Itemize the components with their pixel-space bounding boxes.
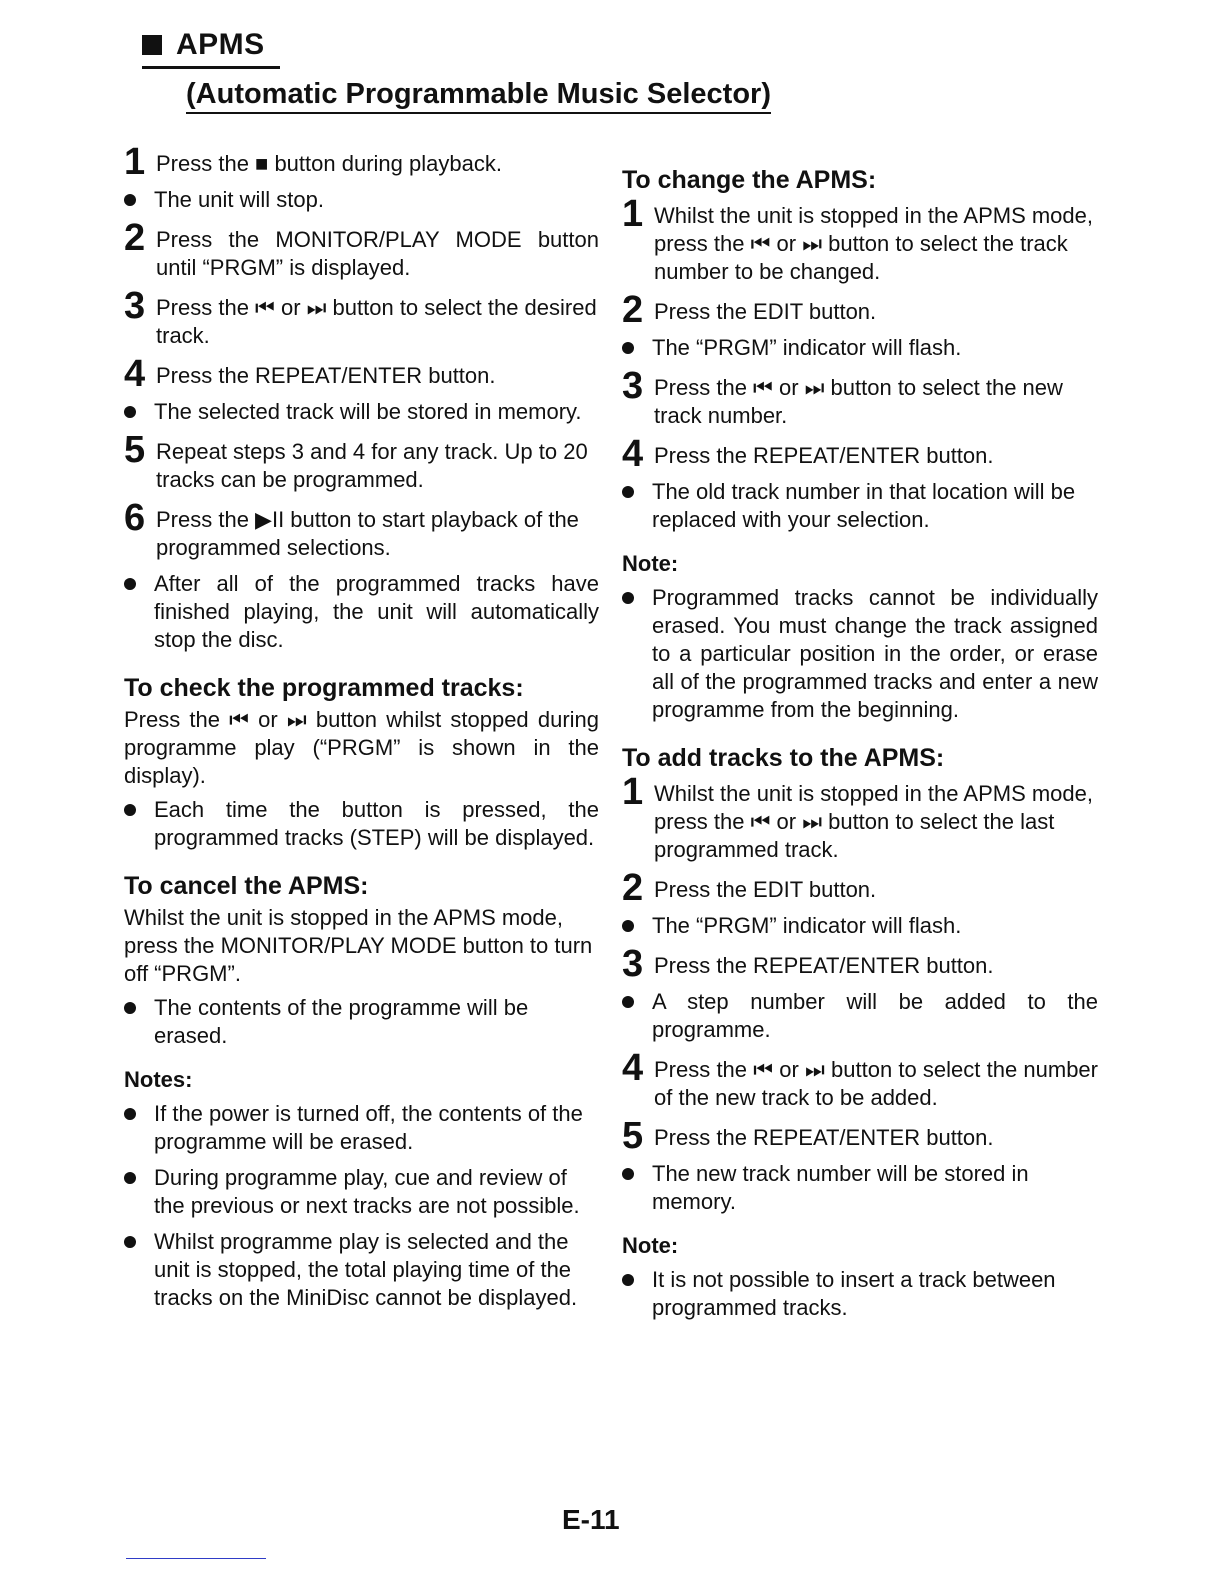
step-item (124, 141, 599, 183)
section-paragraph: Press the ⏮ or ⏭ button whilst stopped during programme play (“PRGM” is shown in the display). (124, 707, 599, 788)
note-item (124, 1164, 599, 1220)
step-item (124, 353, 599, 395)
bullet-dot-icon (622, 996, 634, 1008)
bullet-dot-icon (622, 1274, 634, 1286)
section-heading: To add tracks to the APMS: (622, 744, 945, 772)
note-text: If the power is turned off, the contents of the programme will be erased. (154, 1101, 583, 1154)
note-item (622, 1266, 1098, 1322)
step-text: Press the REPEAT/ENTER button. (654, 1125, 994, 1150)
step-number: 2 (622, 289, 644, 331)
note-text: Programmed tracks cannot be individually erased. You must change the track assigned to a particular position in the order, or erase all of the programmed tracks and enter a new programme from the beginning. (652, 585, 1098, 722)
bullet-dot-icon (124, 1108, 136, 1120)
bullet-text: The new track number will be stored in memory. (652, 1161, 1029, 1214)
step-text: Press the ■ button during playback. (156, 151, 502, 176)
bullet-item (622, 988, 1098, 1044)
note-text: During programme play, cue and review of the previous or next tracks are not possible. (154, 1165, 580, 1218)
step-number: 4 (622, 433, 644, 475)
bullet-text: The contents of the programme will be erased. (154, 995, 529, 1048)
bullet-dot-icon (622, 592, 634, 604)
step-number: 4 (124, 353, 146, 395)
left-column (124, 141, 599, 1320)
bullet-dot-icon (622, 1168, 634, 1180)
bullet-dot-icon (622, 486, 634, 498)
notes-heading: Notes: (124, 1067, 193, 1092)
bullet-dot-icon (124, 1172, 136, 1184)
note-text: It is not possible to insert a track between programmed tracks. (652, 1267, 1056, 1320)
step-number: 2 (622, 867, 644, 909)
bullet-text: A step number will be added to the programme. (652, 989, 1098, 1042)
bullet-text: The “PRGM” indicator will flash. (652, 913, 962, 938)
note-item (124, 1228, 599, 1312)
step-item (622, 433, 1098, 475)
step-text: Press the ⏮ or ⏭ button to select the number of the new track to be added. (654, 1057, 1098, 1110)
bullet-dot-icon (124, 1002, 136, 1014)
step-text: Whilst the unit is stopped in the APMS mode, press the ⏮ or ⏭ button to select the track number to be changed. (654, 203, 1094, 284)
step-text: Press the EDIT button. (654, 877, 877, 902)
step-number: 1 (622, 771, 644, 813)
bullet-text: The “PRGM” indicator will flash. (652, 335, 962, 360)
section-heading: To check the programmed tracks: (124, 674, 524, 702)
bullet-dot-icon (124, 804, 136, 816)
square-bullet-icon (142, 35, 162, 55)
step-number: 2 (124, 217, 146, 259)
bullet-item (124, 570, 599, 654)
step-item (124, 497, 599, 562)
section-heading: To change the APMS: (622, 166, 877, 194)
step-item (124, 217, 599, 282)
step-item (622, 943, 1098, 985)
step-text: Press the REPEAT/ENTER button. (654, 953, 994, 978)
page-title-row (142, 28, 265, 62)
step-text: Press the ▶II button to start playback of the programmed selections. (156, 507, 579, 560)
bullet-text: The selected track will be stored in memory. (154, 399, 582, 424)
note-item (124, 1100, 599, 1156)
step-number: 5 (124, 429, 146, 471)
bullet-dot-icon (124, 406, 136, 418)
step-item (622, 289, 1098, 331)
bullet-item (622, 1160, 1098, 1216)
step-number: 3 (622, 365, 644, 407)
note-heading: Note: (622, 1233, 679, 1258)
bullet-dot-icon (124, 578, 136, 590)
title-underline (142, 66, 280, 69)
step-item (622, 365, 1098, 430)
step-number: 6 (124, 497, 146, 539)
step-number: 4 (622, 1047, 644, 1089)
step-text: Press the REPEAT/ENTER button. (654, 443, 994, 468)
step-number: 1 (622, 193, 644, 235)
bullet-dot-icon (124, 194, 136, 206)
step-text: Press the ⏮ or ⏭ button to select the new track number. (654, 375, 1063, 428)
bullet-text: After all of the programmed tracks have finished playing, the unit will automatically stop the disc. (154, 571, 599, 652)
bullet-item (124, 994, 599, 1050)
step-number: 1 (124, 141, 146, 183)
step-text: Press the EDIT button. (654, 299, 877, 324)
note-text: Whilst programme play is selected and the unit is stopped, the total playing time of the tracks on the MiniDisc cannot be displayed. (154, 1229, 578, 1310)
note-item (622, 584, 1098, 724)
step-number: 3 (124, 285, 146, 327)
step-text: Press the REPEAT/ENTER button. (156, 363, 496, 388)
section-paragraph: Whilst the unit is stopped in the APMS mode, press the MONITOR/PLAY MODE button to turn off “PRGM”. (124, 905, 593, 986)
step-item (622, 771, 1098, 864)
bullet-item (124, 186, 599, 214)
step-text: Press the ⏮ or ⏭ button to select the desired track. (156, 295, 597, 348)
right-column (622, 166, 1098, 1330)
section-heading: To cancel the APMS: (124, 872, 369, 900)
step-item (622, 867, 1098, 909)
bullet-item (622, 912, 1098, 940)
bullet-dot-icon (622, 342, 634, 354)
step-item (622, 193, 1098, 286)
step-item (622, 1115, 1098, 1157)
step-text: Repeat steps 3 and 4 for any track. Up to 20 tracks can be programmed. (156, 439, 588, 492)
page-number: E-11 (562, 1504, 620, 1535)
bullet-item (622, 334, 1098, 362)
bullet-item (124, 398, 599, 426)
step-number: 3 (622, 943, 644, 985)
note-heading: Note: (622, 551, 679, 576)
step-text: Whilst the unit is stopped in the APMS mode, press the ⏮ or ⏭ button to select the last programmed track. (654, 781, 1094, 862)
step-item (124, 285, 599, 350)
page-subtitle: (Automatic Programmable Music Selector) (186, 78, 771, 114)
step-number: 5 (622, 1115, 644, 1157)
bullet-text: The old track number in that location will be replaced with your selection. (652, 479, 1076, 532)
step-text: Press the MONITOR/PLAY MODE button until “PRGM” is displayed. (156, 227, 599, 280)
bullet-dot-icon (124, 1236, 136, 1248)
page-title: APMS (176, 28, 265, 61)
footer-divider (126, 1558, 266, 1559)
bullet-item (124, 796, 599, 852)
bullet-dot-icon (622, 920, 634, 932)
bullet-item (622, 478, 1098, 534)
bullet-text: Each time the button is pressed, the programmed tracks (STEP) will be displayed. (154, 797, 599, 850)
step-item (622, 1047, 1098, 1112)
step-item (124, 429, 599, 494)
bullet-text: The unit will stop. (154, 187, 324, 212)
